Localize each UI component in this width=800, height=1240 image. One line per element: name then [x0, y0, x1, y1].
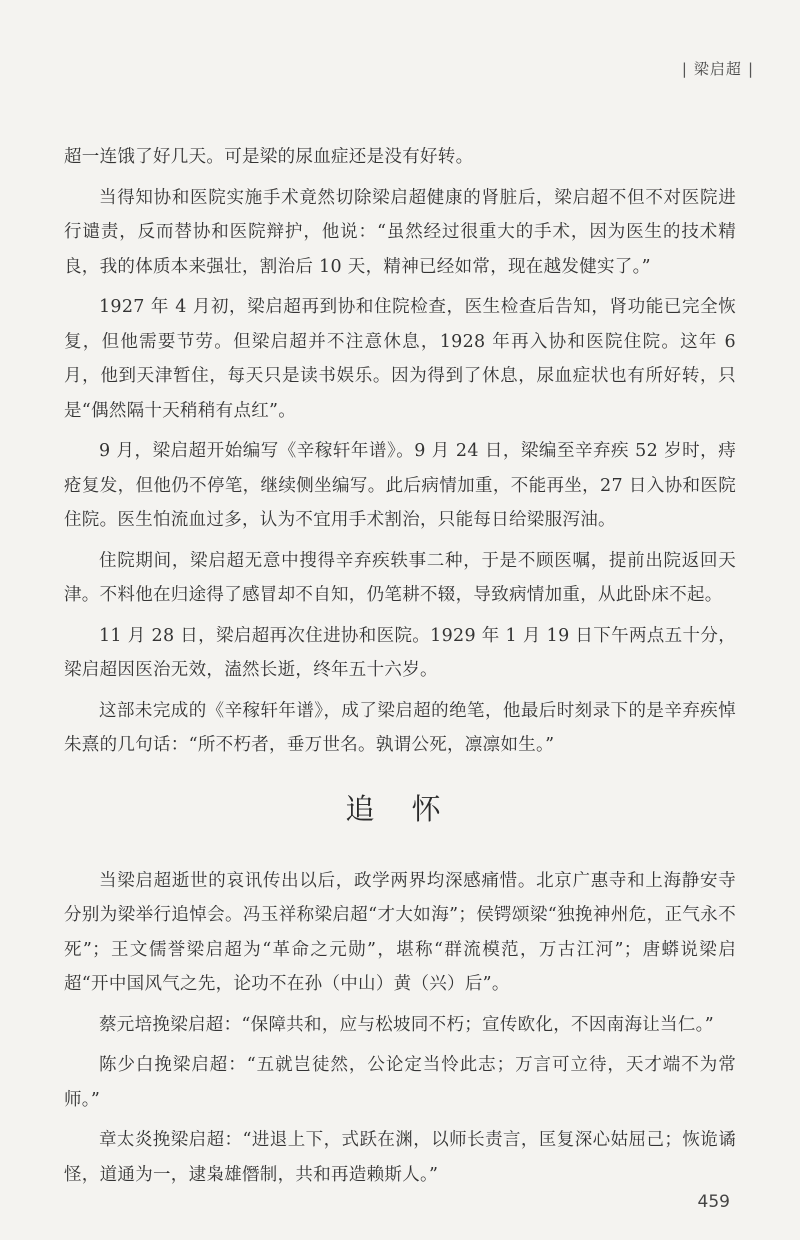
paragraph: 9 月，梁启超开始编写《辛稼轩年谱》。9 月 24 日，梁编至辛弃疾 52 岁时，痔疮复发，但他仍不停笔，继续侧坐编写。此后病情加重，不能再坐，27 日入协和医院住院。医生怕流血过多，认为不宜用手术割治，只能每日给梁服泻油。 — [64, 441, 736, 530]
paragraph: 当梁启超逝世的哀讯传出以后，政学两界均深感痛惜。北京广惠寺和上海静安寺分别为梁举行追悼会。冯玉祥称梁启超“才大如海”；侯锷颂梁“独挽神州危，正气永不死”；王文儒誉梁启超为“革命之元勋”，堪称“群流模范，万古江河”；唐蟒说梁启超“开中国风气之先，论功不在孙（中山）黄（兴）后”。 — [64, 870, 736, 994]
paragraph: 章太炎挽梁启超：“进退上下，式跃在渊，以师长责言，匡复深心姑屈己；恢诡谲怪，道通为一，逮枭雄僭制，共和再造赖斯人。” — [64, 1130, 736, 1185]
header-title: 梁启超 — [693, 60, 742, 78]
paragraph: 住院期间，梁启超无意中搜得辛弃疾轶事二种，于是不顾医嘱，提前出院返回天津。不料他在归途得了感冒却不自知，仍笔耕不辍，导致病情加重，从此卧床不起。 — [64, 550, 736, 605]
running-header — [676, 58, 760, 79]
body-text — [64, 140, 736, 1198]
paragraph: 1927 年 4 月初，梁启超再到协和住院检查，医生检查后告知，肾功能已完全恢复，但他需要节劳。但梁启超并不注意休息，1928 年再入协和医院住院。这年 6 月，他到天津暂住，每天只是读书娱乐。因为得到了休息，尿血症状也有所好转，只是“偶然隔十天稍稍有点红”。 — [64, 297, 736, 421]
header-bar-left: | — [681, 60, 688, 78]
header-bar-right: | — [747, 60, 754, 78]
paragraph: 蔡元培挽梁启超：“保障共和，应与松坡同不朽；宣传欧化，不因南海让当仁。” — [99, 1014, 714, 1035]
paragraph: 超一连饿了好几天。可是梁的尿血症还是没有好转。 — [64, 147, 474, 167]
page-number: 459 — [697, 1192, 730, 1212]
section-title: 追 怀 — [345, 791, 455, 826]
paragraph: 陈少白挽梁启超：“五就岂徒然，公论定当怜此志；万言可立待，天才端不为常师。” — [64, 1055, 736, 1110]
paragraph: 这部未完成的《辛稼轩年谱》，成了梁启超的绝笔，他最后时刻录下的是辛弃疾悼朱熹的几句话：“所不朽者，垂万世名。孰谓公死，凛凛如生。” — [64, 700, 736, 755]
paragraph: 11 月 28 日，梁启超再次住进协和医院。1929 年 1 月 19 日下午两点五十分，梁启超因医治无效，溘然长逝，终年五十六岁。 — [64, 625, 736, 680]
paragraph: 当得知协和医院实施手术竟然切除梁启超健康的肾脏后，梁启超不但不对医院进行谴责，反而替协和医院辩护，他说：“虽然经过很重大的手术，因为医生的技术精良，我的体质本来强壮，割治后 10 天，精神已经如常，现在越发健实了。” — [64, 187, 736, 277]
